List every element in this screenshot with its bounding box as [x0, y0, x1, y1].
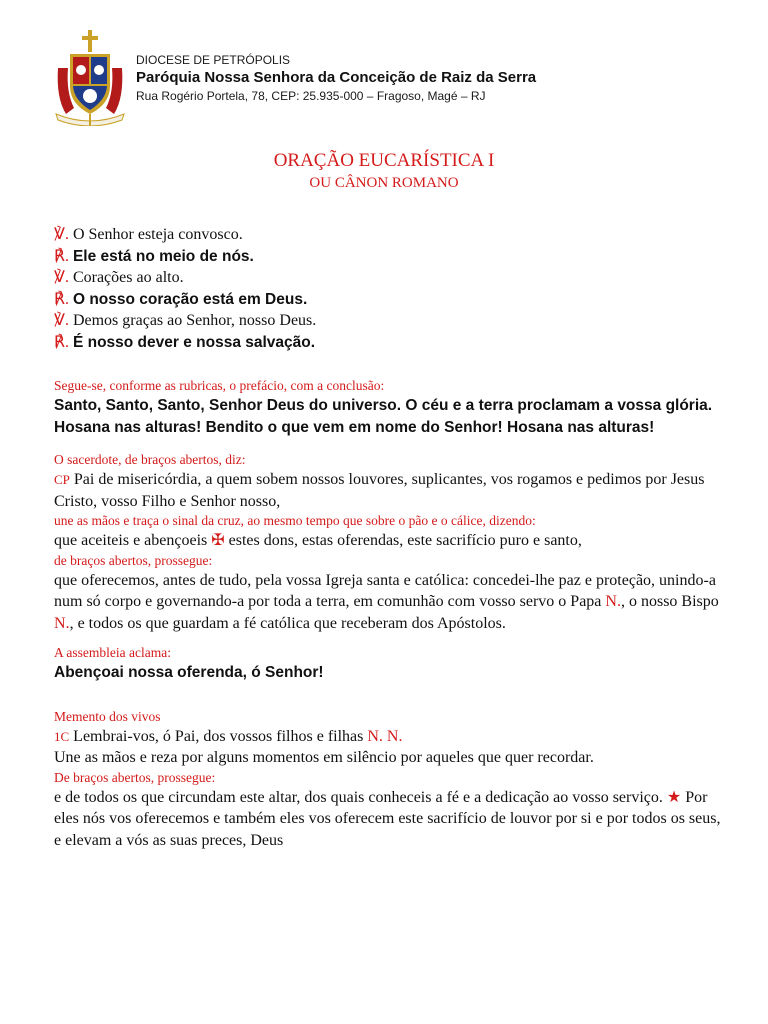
rubric-memento: Memento dos vivos	[54, 708, 161, 724]
dialogue-line	[54, 246, 724, 268]
page-title: ORAÇÃO EUCARÍSTICA I	[273, 150, 495, 171]
rubric-assembly: A assembleia aclama:	[54, 645, 171, 660]
church-text-2: , o nosso Bispo	[620, 593, 719, 610]
response-marker: ℟.	[54, 247, 69, 265]
parish-name: Paróquia Nossa Senhora da Conceição de Raiz da Serra	[136, 69, 537, 86]
rubric-hands: une as mãos e traça o sinal da cruz, ao mesmo tempo que sobre o pão e o cálice, dizendo:	[54, 513, 536, 528]
dialogue-line	[54, 289, 724, 311]
cp-marker: CP	[54, 472, 70, 487]
dialogue-text: O Senhor esteja convosco.	[72, 226, 243, 243]
dialogue-text: É nosso dever e nossa salvação.	[72, 333, 316, 351]
parish-address: Rua Rogério Portela, 78, CEP: 25.935-000 – Fragoso, Magé – RJ	[136, 89, 486, 103]
response-marker: ℟.	[54, 290, 69, 308]
cp-text: Pai de misericórdia, a quem sobem nossos louvores, suplicantes, vos rogamos e pedimos por Jesus Cristo, vosso Filho e Senhor nosso,	[54, 471, 705, 510]
dialogue-text: Demos graças ao Senhor, nosso Deus.	[72, 312, 317, 329]
dialogue-block	[54, 224, 724, 353]
pope-name-placeholder: N.	[605, 593, 621, 610]
page-subtitle: OU CÂNON ROMANO	[309, 175, 459, 191]
assembly-acclamation: Abençoai nossa oferenda, ó Senhor!	[54, 664, 324, 681]
rubric-continue-2: De braços abertos, prossegue:	[54, 769, 216, 785]
living-paragraph	[54, 787, 724, 852]
page-header	[52, 28, 732, 128]
living-text-1: e de todos os que circundam este altar, dos quais conheceis a fé e a dedicação ao vosso serviço.	[54, 788, 663, 806]
parish-coat-of-arms-logo	[52, 28, 128, 126]
diocese-name: DIOCESE DE PETRÓPOLIS	[136, 53, 291, 67]
blessing-text-before: que aceiteis e abençoeis	[54, 532, 208, 549]
dialogue-line	[54, 332, 724, 354]
hands-silence-line: Une as mãos e reza por alguns momentos em silêncio por aqueles que quer recordar.	[54, 749, 594, 766]
c1-line	[54, 726, 724, 748]
response-marker: ℟.	[54, 333, 69, 351]
star-icon: ★	[666, 788, 682, 806]
bishop-name-placeholder: N.	[54, 614, 70, 632]
c1-marker: 1C	[54, 728, 70, 744]
dialogue-text: Ele está no meio de nós.	[72, 247, 254, 265]
sanctus-text: Santo, Santo, Santo, Senhor Deus do universo. O céu e a terra proclamam a vossa glória. Hosana nas alturas! Bendito o que vem em nome do Senhor! Hosana nas alturas!	[54, 397, 713, 436]
living-text-2: Por eles nós vos oferecemos e também eles vos oferecem este sacrifício de louvor por si e por todos os seus, e elevam a vós as suas preces, Deus	[54, 788, 721, 849]
versicle-marker: ℣.	[54, 226, 69, 243]
blessing-text-after: estes dons, estas oferendas, este sacrifício puro e santo,	[228, 532, 582, 549]
rubric-continue: de braços abertos, prossegue:	[54, 552, 213, 568]
rubric-preface: Segue-se, conforme as rubricas, o prefácio, com a conclusão:	[54, 378, 385, 393]
rubric-priest: O sacerdote, de braços abertos, diz:	[54, 452, 246, 467]
dialogue-line	[54, 224, 724, 246]
versicle-marker: ℣.	[54, 269, 69, 286]
cross-icon: ✠	[211, 532, 225, 549]
prayer-body	[54, 224, 724, 851]
church-paragraph	[54, 570, 724, 635]
dialogue-text: O nosso coração está em Deus.	[72, 290, 308, 308]
church-text-3: , e todos os que guardam a fé católica que receberam dos Apóstolos.	[69, 614, 506, 632]
dialogue-line	[54, 267, 724, 289]
blessing-line	[54, 530, 724, 552]
dialogue-text: Corações ao alto.	[72, 269, 184, 286]
church-text-1: que oferecemos, antes de tudo, pela vossa Igreja santa e católica: concedei-lhe paz e proteção, unindo-a num só corpo e governando-a por toda a terra, em comunhão com vosso servo o Papa	[54, 571, 716, 610]
c1-text: Lembrai-vos, ó Pai, dos vossos filhos e filhas	[73, 727, 364, 745]
cp-paragraph	[54, 469, 724, 512]
names-placeholder: N. N.	[367, 727, 403, 745]
versicle-marker: ℣.	[54, 312, 69, 329]
dialogue-line	[54, 310, 724, 332]
